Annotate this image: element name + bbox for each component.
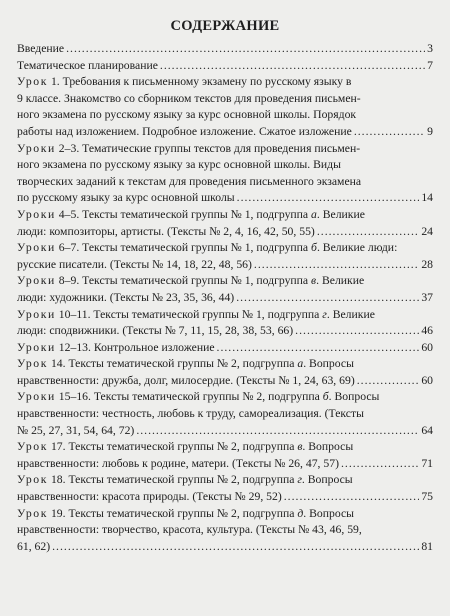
lesson-label: Уроки (17, 390, 56, 404)
toc-entry (17, 307, 433, 340)
dot-leader (341, 456, 419, 473)
toc-entry (17, 506, 433, 556)
toc-line (17, 323, 433, 340)
lesson-label: Уроки (17, 340, 56, 354)
page-number: 60 (421, 340, 433, 354)
toc-line-text: № 25, 27, 31, 54, 64, 72) (17, 423, 135, 437)
lesson-label: Урок (17, 506, 49, 520)
dot-leader (357, 373, 420, 390)
toc-line-text: нравственности: честность, любовь к труду, самореализация. (Тексты (17, 407, 364, 421)
toc-line (17, 157, 433, 174)
toc-line (17, 489, 433, 506)
toc-line-text: Урок 18. Тексты тематической группы № 2, подгруппа г. Вопросы (17, 473, 353, 487)
dot-leader (236, 290, 419, 307)
toc-line-text: Введение (17, 42, 65, 55)
toc-line (17, 58, 433, 75)
toc-line-text: люди: сподвижники. (Тексты № 7, 11, 15, 28, 38, 53, 66) (17, 324, 294, 338)
subgroup-letter: г (322, 307, 327, 321)
page-number: 3 (427, 42, 433, 55)
toc-line-text: ного экзамена по русскому языку за курс основной школы. Порядок (17, 108, 357, 122)
toc-line (17, 41, 433, 58)
lesson-label: Уроки (17, 207, 56, 221)
dot-leader (254, 257, 419, 274)
toc-line-text: Тематическое планирование (17, 58, 158, 72)
toc-line (17, 91, 433, 108)
toc-line-text: творческих заданий к текстам для проведения письменного экзамена (17, 174, 362, 188)
toc-line (17, 389, 433, 406)
toc-line-text: Уроки 10–11. Тексты тематической группы № 1, подгруппа г. Великие (17, 307, 375, 321)
table-of-contents (17, 41, 433, 555)
toc-line (17, 141, 433, 158)
toc-line-text: люди: композиторы, артисты. (Тексты № 2, 4, 16, 42, 50, 55) (17, 224, 315, 238)
toc-line (17, 74, 433, 91)
toc-line (17, 522, 433, 539)
page-number: 71 (421, 456, 433, 470)
toc-line-text: по русскому языку за курс основной школы (17, 191, 235, 205)
subgroup-letter: д (297, 506, 304, 520)
toc-line (17, 356, 433, 373)
dot-leader (136, 423, 419, 440)
page-number: 37 (421, 290, 433, 304)
lesson-label: Уроки (17, 307, 56, 321)
dot-leader (52, 539, 419, 556)
lesson-label: Уроки (17, 274, 56, 288)
toc-line-text: нравственности: творчество, красота, культура. (Тексты № 43, 46, 59, (17, 523, 362, 537)
toc-line (17, 224, 433, 241)
page-number: 46 (421, 324, 433, 338)
toc-line-text: Уроки 4–5. Тексты тематической группы № 1, подгруппа а. Великие (17, 207, 365, 221)
lesson-label: Урок (17, 75, 49, 89)
toc-line-text: Урок 17. Тексты тематической группы № 2, подгруппа в. Вопросы (17, 440, 354, 454)
toc-line-text: Урок 19. Тексты тематической группы № 2, подгруппа д. Вопросы (17, 506, 355, 520)
lesson-label: Урок (17, 357, 49, 371)
toc-line-text: Уроки 15–16. Тексты тематической группы № 2, подгруппа б. Вопросы (17, 390, 380, 404)
lesson-label: Уроки (17, 141, 56, 155)
toc-line-text: люди: художники. (Тексты № 23, 35, 36, 44) (17, 290, 235, 304)
toc-line (17, 539, 433, 556)
toc-line-text: Уроки 12–13. Контрольное изложение (17, 340, 215, 354)
toc-line (17, 423, 433, 440)
toc-entry (17, 389, 433, 439)
toc-entry (17, 273, 433, 306)
dot-leader (217, 340, 420, 357)
toc-line (17, 190, 433, 207)
toc-line-text: нравственности: красота природы. (Тексты № 29, 52) (17, 490, 282, 504)
toc-line-text: Урок 1. Требования к письменному экзамену по русскому языку в (17, 75, 352, 89)
page-number: 14 (421, 191, 433, 205)
toc-line (17, 373, 433, 390)
toc-entry (17, 356, 433, 389)
subgroup-letter: г (297, 473, 302, 487)
dot-leader (160, 58, 425, 75)
page-number: 60 (421, 373, 433, 387)
toc-line-text: ного экзамена по русскому языку за курс основной школы. Виды (17, 158, 341, 172)
toc-line (17, 240, 433, 257)
toc-line-text: русские писатели. (Тексты № 14, 18, 22, 48, 56) (17, 257, 252, 271)
lesson-label: Урок (17, 473, 49, 487)
toc-line-text: Уроки 2–3. Тематические группы текстов для проведения письмен- (17, 141, 361, 155)
toc-line (17, 439, 433, 456)
subgroup-letter: а (297, 357, 304, 371)
toc-entry (17, 74, 433, 140)
toc-line-text: работы над изложением. Подробное изложение. Сжатое изложение (17, 124, 352, 138)
toc-entry (17, 340, 433, 357)
dot-leader (284, 489, 420, 506)
toc-line (17, 472, 433, 489)
toc-line-text: Урок 14. Тексты тематической группы № 2, подгруппа а. Вопросы (17, 357, 354, 371)
dot-leader (317, 224, 419, 241)
subgroup-letter: б (311, 241, 317, 255)
toc-line-text: 61, 62) (17, 539, 51, 553)
toc-line (17, 273, 433, 290)
toc-line (17, 307, 433, 324)
lesson-label: Уроки (17, 241, 56, 255)
subgroup-letter: а (311, 207, 317, 221)
toc-entry (17, 207, 433, 240)
page-title: СОДЕРЖАНИЕ (170, 18, 280, 34)
toc-line (17, 290, 433, 307)
toc-line-text: Уроки 6–7. Тексты тематической группы № 1, подгруппа б. Великие люди: (17, 241, 398, 255)
toc-entry (17, 439, 433, 472)
page-number: 81 (421, 539, 433, 553)
toc-line-text: Уроки 8–9. Тексты тематической группы № 1, подгруппа в. Великие (17, 274, 365, 288)
page-number: 24 (421, 224, 433, 238)
dot-leader (295, 323, 419, 340)
toc-line (17, 174, 433, 191)
page-number: 7 (427, 58, 433, 72)
toc-line (17, 257, 433, 274)
toc-line (17, 340, 433, 357)
page-number: 75 (421, 490, 433, 504)
toc-line (17, 456, 433, 473)
toc-entry (17, 472, 433, 505)
toc-entry (17, 58, 433, 75)
toc-line-text: нравственности: любовь к родине, матери. (Тексты № 26, 47, 57) (17, 456, 339, 470)
toc-entry (17, 41, 433, 58)
dot-leader (66, 41, 425, 58)
page-number: 9 (427, 124, 433, 138)
toc-entry (17, 141, 433, 207)
toc-line-text: нравственности: дружба, долг, милосердие. (Тексты № 1, 24, 63, 69) (17, 373, 355, 387)
toc-line (17, 207, 433, 224)
dot-leader (354, 124, 425, 141)
subgroup-letter: б (322, 390, 329, 404)
subgroup-letter: в (297, 440, 303, 454)
subgroup-letter: в (311, 274, 317, 288)
lesson-label: Урок (17, 440, 49, 454)
toc-line (17, 124, 433, 141)
page-number: 28 (421, 257, 433, 271)
toc-line (17, 406, 433, 423)
toc-line-text: 9 классе. Знакомство со сборником текстов для проведения письмен- (17, 91, 361, 105)
dot-leader (237, 190, 420, 207)
toc-entry (17, 240, 433, 273)
page-number: 64 (421, 423, 433, 437)
toc-line (17, 506, 433, 523)
toc-line (17, 107, 433, 124)
